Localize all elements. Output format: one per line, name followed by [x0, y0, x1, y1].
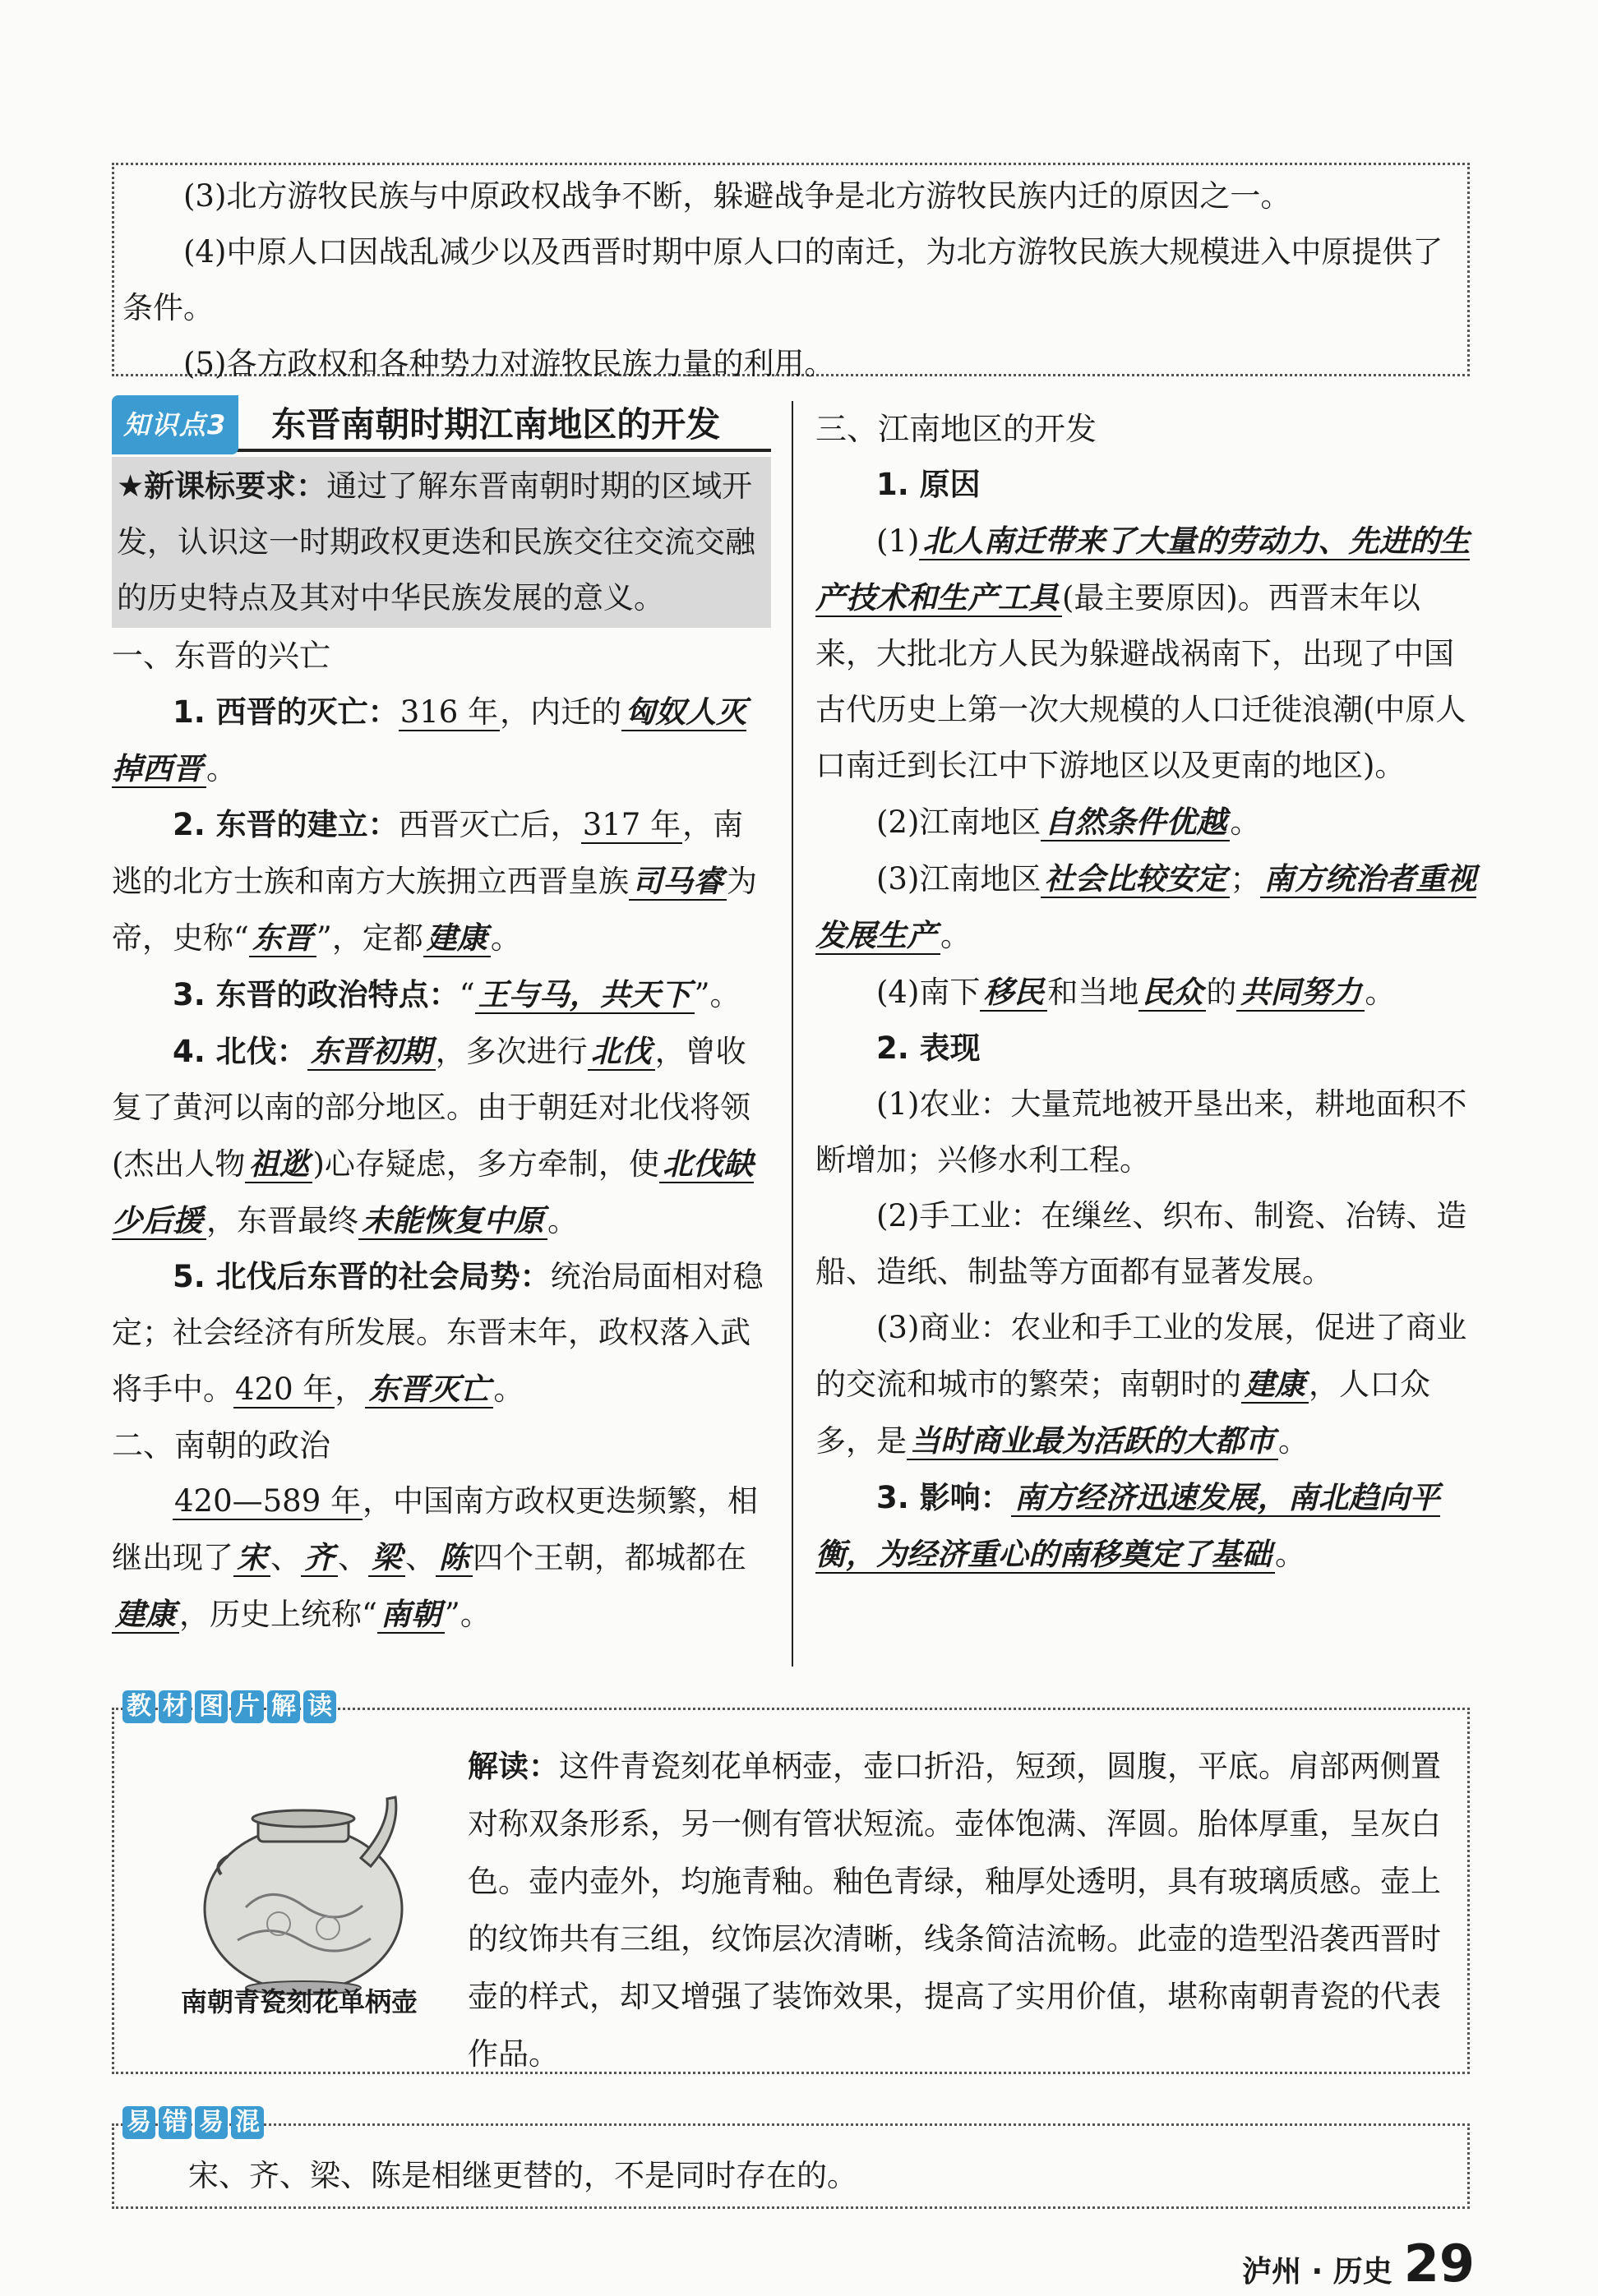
curriculum-standard [112, 457, 771, 628]
knowledge-point-header [112, 401, 771, 452]
common-mistake-box [112, 2108, 1470, 2209]
cause-2: (2)江南地区 自然条件优越 。 [876, 804, 1261, 840]
page-footer [1242, 2234, 1475, 2294]
manifestation-2: (2)手工业：在缫丝、织布、制瓷、冶铸、造船、造纸、制盐等方面都有显著发展。 [815, 1198, 1467, 1289]
influence: 3. 影响： 南方经济迅速发展，南北趋向平衡，为经济重心的南移奠定了基础 。 [815, 1479, 1440, 1572]
figure-box-tag [122, 1690, 336, 1723]
section-heading-2: 二、南朝的政治 [112, 1427, 331, 1464]
standard-text: 通过了解东晋南朝时期的区域开发，认识这一时期政权更迭和民族交往交流交融的历史特点及其对中华民族发展的意义。 [117, 468, 755, 615]
manifestation-3: (3)商业：农业和手工业的发展，促进了商业的交流和城市的繁荣；南朝时的 建康 ，人口众多，是 当时商业最为活跃的大都市 。 [815, 1310, 1467, 1459]
tag-char: 易 [195, 2106, 228, 2139]
left-column [112, 401, 771, 1643]
cause-1: (1) 北人南迁带来了大量的劳动力、先进的生产技术和生产工具 (最主要原因)。西晋末年以来，大批北方人民为躲避战祸南下，出现了中国古代历史上第一次大规模的人口迁徙浪潮(中原人口南迁到长江中下游地区以及更南的地区)。 [815, 523, 1471, 783]
tag-char: 易 [122, 2106, 155, 2139]
item-4: 4. 北伐： 东晋初期 ，多次进行 北伐 ，曾收复了黄河以南的部分地区。由于朝廷对北伐将领(杰出人物 祖逖 )心存疑虑，多方牵制，使 北伐缺少后援 ，东晋最终 未能恢复中原 。 [112, 1033, 754, 1238]
tag-char: 解 [267, 1690, 300, 1723]
section-heading-1: 一、东晋的兴亡 [112, 638, 331, 674]
southern-dynasties-text: 420—589 年，中国南方政权更迭频繁，相继出现了 宋 、 齐 、 梁 、 陈 四个王朝，都城都在建康 ，历史上统称“ 南朝 ”。 [112, 1483, 759, 1632]
item-5: 5. 北伐后东晋的社会局势：统治局面相对稳定；社会经济有所发展。东晋末年，政权落入武将手中。420 年， 东晋灭亡 。 [112, 1259, 764, 1407]
item-2: 2. 东晋的建立：西晋灭亡后，317 年，南逃的北方士族和南方大族拥立西晋皇族 司马睿 为帝，史称“ 东晋 ”，定都 建康 。 [112, 807, 757, 956]
tag-char: 混 [231, 2106, 264, 2139]
right-column [815, 401, 1478, 1583]
subheading-manifestations: 2. 表现 [876, 1030, 981, 1066]
note-3: (3)北方游牧民族与中原政权战争不断，躲避战争是北方游牧民族内迁的原因之一。 [183, 178, 1291, 214]
continued-notes-box [112, 163, 1470, 381]
column-divider [792, 401, 793, 1667]
figure-caption: 南朝青瓷刻花单柄壶 [180, 1986, 418, 2017]
tag-char: 错 [159, 2106, 192, 2139]
tag-char: 读 [303, 1690, 336, 1723]
item-3: 3. 东晋的政治特点：“ 王与马，共天下 ”。 [173, 976, 741, 1012]
cause-3: (3)江南地区 社会比较安定 ； 南方统治者重视发展生产 。 [815, 860, 1477, 953]
page-number: 29 [1403, 2234, 1475, 2294]
celadon-pot-image [180, 1768, 427, 2014]
section-heading-3: 三、江南地区的开发 [815, 411, 1097, 447]
mistake-box-tag [122, 2106, 264, 2139]
knowledge-point-title: 东晋南朝时期江南地区的开发 [271, 404, 721, 445]
figure-interpretation [468, 1738, 1446, 2083]
manifestation-1: (1)农业：大量荒地被开垦出来，耕地面积不断增加；兴修水利工程。 [815, 1086, 1467, 1178]
standard-label: ★新课标要求： [117, 468, 327, 504]
footer-label: 泸州 · 历史 [1241, 2255, 1392, 2289]
item-1: 1. 西晋的灭亡：316 年，内迁的 匈奴人灭掉西晋 。 [112, 694, 747, 786]
mistake-text: 宋、齐、梁、陈是相继更替的，不是同时存在的。 [188, 2158, 857, 2193]
note-5: (5)各方政权和各种势力对游牧民族力量的利用。 [183, 346, 835, 381]
interpretation-text: 这件青瓷刻花单柄壶，壶口折沿，短颈，圆腹，平底。肩部两侧置对称双条形系，另一侧有管状短流。壶体饱满、浑圆。胎体厚重，呈灰白色。壶内壶外，均施青釉。釉色青绿，釉厚处透明，具有玻璃质感。壶上的纹饰共有三组，纹饰层次清晰，线条简洁流畅。此壶的造型沿袭西晋时壶的样式，却又增强了装饰效果，提高了实用价值，堪称南朝青瓷的代表作品。 [468, 1749, 1441, 2072]
note-4: (4)中原人口因战乱减少以及西晋时期中原人口的南迁，为北方游牧民族大规模进入中原提供了条件。 [122, 234, 1443, 325]
cause-4: (4)南下 移民 和当地 民众 的 共同努力 。 [876, 974, 1396, 1010]
subheading-causes: 1. 原因 [876, 467, 981, 502]
tag-char: 教 [122, 1690, 155, 1723]
textbook-figure-box [112, 1692, 1470, 2074]
tag-char: 图 [195, 1690, 228, 1723]
knowledge-point-tag: 知识点3 [112, 395, 238, 454]
tag-char: 材 [159, 1690, 192, 1723]
tag-char: 片 [231, 1690, 264, 1723]
interpretation-label: 解读： [468, 1749, 559, 1784]
